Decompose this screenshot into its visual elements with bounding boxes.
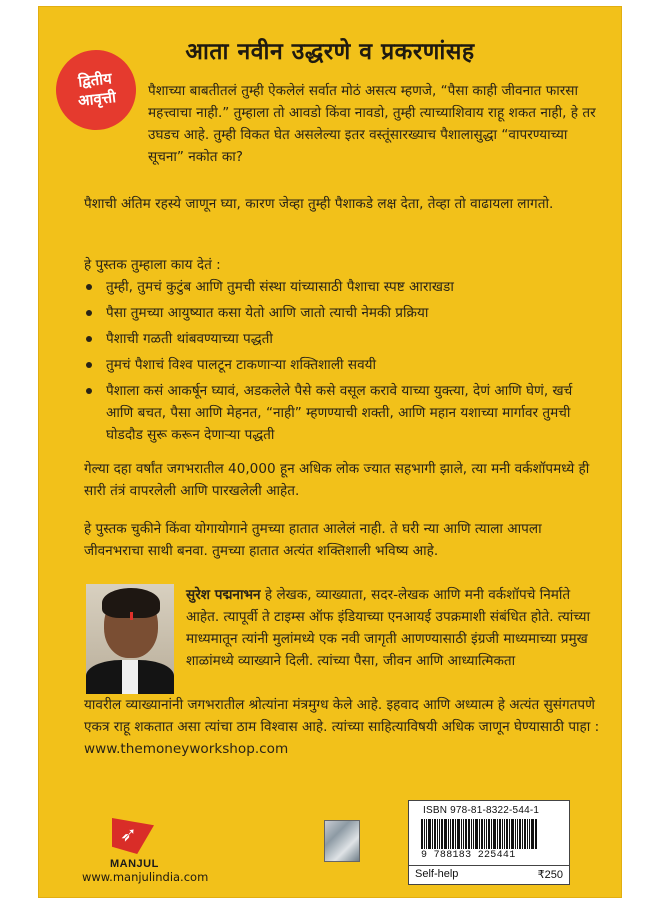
bullet-icon [86,388,92,394]
author-photo [86,584,174,694]
price-label: ₹250 [537,869,563,881]
list-item-text: पैशाची गळती थांबवण्याच्या पद्धती [106,331,273,347]
author-bio-text: हे लेखक, व्याख्याता, सदर-लेखक आणि मनी वर्कशॉपचे निर्माते आहेत. त्यापूर्वी ते टाइम्स ऑफ इंडियाच्या एनआयई उपक्रमाशी संबंधित होते. त्यांच्या माध्यमातून त्यांनी मुलांमध्ये एक नवी जागृती आणण्यासाठी इंग्रजी माध्यमाच्या प्रमुख शाळांमध्ये व्याख्याने दिली. त्यांच्या पैसा, जीवन आणि आध्यात्मिकता [186,587,591,669]
benefits-intro: हे पुस्तक तुम्हाला काय देतं : [84,257,221,273]
author-bio-top [186,584,602,672]
list-item [84,380,600,446]
bullet-icon [86,362,92,368]
blurb-paragraph-2: पैशाची अंतिम रहस्ये जाणून घ्या, कारण जेव्हा तुम्ही पैशाकडे लक्ष देता, तेव्हा तो वाढायला लागतो. [84,196,554,212]
author-website-link[interactable]: www.themoneyworkshop.com [84,741,289,757]
headline: आता नवीन उद्धरणे व प्रकरणांसह [185,39,475,65]
second-edition-badge [52,46,140,134]
list-item-text: पैसा तुमच्या आयुष्यात कसा येतो आणि जातो त्याची नेमकी प्रक्रिया [106,305,429,321]
publisher-website: www.manjulindia.com [82,870,209,884]
blurb-paragraph-3: गेल्या दहा वर्षांत जगभरातील 40,000 हून अधिक लोक ज्यात सहभागी झाले, त्या मनी वर्कशॉपमध्ये ही सारी तंत्रं वापरलेली आणि पारखलेली आहेत. [84,461,590,499]
book-back-cover [38,6,622,898]
list-item-text: तुमचं पैशाचं विश्व पालटून टाकणाऱ्या शक्तिशाली सवयी [106,357,377,373]
badge-line-1: द्वितीय [77,69,113,91]
list-item [84,276,600,298]
bullet-icon [86,284,92,290]
list-item-text: तुम्ही, तुमचं कुटुंब आणि तुमची संस्था यांच्यासाठी पैशाचा स्पष्ट आराखडा [106,279,454,295]
list-item-text: पैशाला कसं आकर्षून घ्यावं, अडकलेले पैसे कसे वसूल करावे याच्या युक्त्या, देणं आणि घेणं, खर्च आणि बचत, पैसा आणि मेहनत, “नाही” म्हणण्याची शक्ती, आणि महान यशाच्या मार्गावर तुमची घोडदौड सुरू करून देणाऱ्या पद्धती [106,383,573,443]
price-row [408,866,570,885]
list-item [84,354,600,376]
isbn-text: ISBN 978-81-8322-544-1 [423,805,540,816]
barcode-number: 9 788183 225441 [421,850,516,861]
author-bio-text-2: यावरील व्याख्यानांनी जगभरातील श्रोत्यांना मंत्रमुग्ध केले आहे. इहवाद आणि अध्यात्म हे अत्यंत सुसंगतपणे एकत्र राहू शकतात असा त्यांचा ठाम विश्वास आहे. त्यांच्या साहित्याविषयी अधिक जाणून घेण्यासाठी पाहा : [84,697,600,735]
blurb-paragraph-1: पैशाच्या बाबतीतलं तुम्ही ऐकलेलं सर्वात मोठं असत्य म्हणजे, “पैसा काही जीवनात फारसा महत्त्वाचा नाही.” तुम्हाला तो आवडो किंवा नावडो, तुम्ही त्याच्याशिवाय राहू शकत नाही, हे तर उघडच आहे. तुम्ही विकत घेत असलेल्या इतर वस्तूंसारख्याच पैशालासुद्धा “वापरण्याच्या सूचना” नकोत का? [148,83,596,165]
hologram-sticker-icon [324,820,360,862]
blurb-paragraph-4: हे पुस्तक चुकीने किंवा योगायोगाने तुमच्या हातात आलेलं नाही. ते घरी न्या आणि त्याला आपला जीवनभराचा साथी बनवा. तुमच्या हातात अत्यंत शक्तिशाली भविष्य आहे. [84,521,542,559]
author-bio-bottom [84,694,602,760]
bullet-icon [86,336,92,342]
list-item [84,302,600,324]
bullet-icon [86,310,92,316]
category-label: Self-help [415,868,459,880]
author-name: सुरेश पद्मनाभन [186,587,261,603]
bird-icon: ➶ [120,822,137,846]
publisher-name: MANJUL [110,858,159,870]
list-item [84,328,600,350]
badge-line-2: आवृत्ती [77,88,117,110]
benefits-list [84,276,600,450]
barcode-icon [421,819,557,849]
barcode-label [408,800,570,866]
